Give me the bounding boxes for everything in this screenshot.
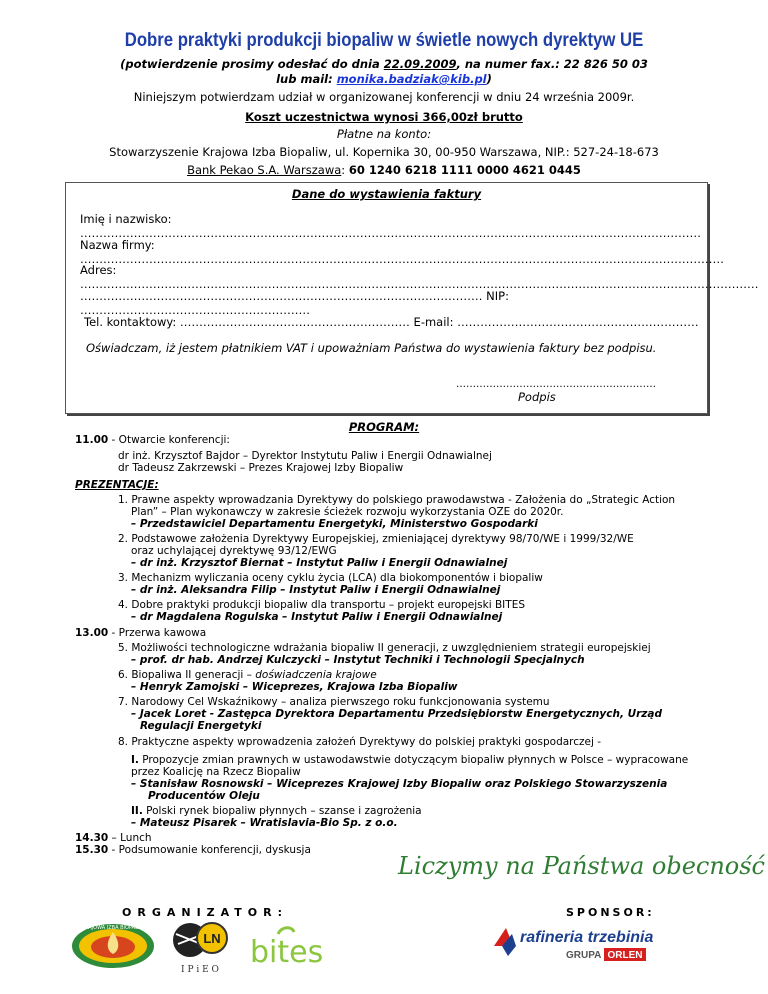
p2-title: 2. Podstawowe założenia Dyrektywy Europejskiej, zmieniającej dyrektywy 98/70/WE i 1999/32/WE — [118, 533, 634, 545]
bites-logo-leaf — [278, 928, 294, 934]
rafineria-logo-text: rafineria trzebinia — [520, 929, 654, 946]
bank-account: 60 1240 6218 1111 0000 4621 0445 — [348, 163, 581, 177]
bites-logo-text: bites — [250, 935, 324, 968]
opening-line — [75, 434, 230, 447]
p5-speaker: – prof. dr hab. Andrzej Kulczycki – Instytut Techniki i Technologii Specjalnych — [131, 654, 585, 666]
p1-title-cont: Plan” – Plan wykonawczy w zakresie ścieżek rozwoju wykorzystania OZE do 2020r. — [131, 506, 564, 518]
break-line — [75, 627, 206, 640]
p7-speaker-cont: Regulacji Energetyki — [140, 720, 262, 732]
confirm-text: (potwierdzenie prosimy odesłać do dnia — [120, 57, 384, 71]
p6-title-text: 6. Biopaliwa II generacji – — [118, 669, 256, 681]
company-field[interactable]: Nazwa firmy: …………………………………………………………………………………………………………………………………………………… — [80, 238, 724, 266]
lunch-time: 14.30 — [75, 832, 109, 844]
program-heading: PROGRAM: — [348, 420, 420, 434]
invoice-heading: Dane do wystawienia faktury — [291, 187, 482, 201]
bites-logo — [248, 924, 330, 968]
fax-text: , na numer fax.: 22 826 50 03 — [456, 57, 648, 71]
confirm-line — [0, 57, 768, 71]
p3-title: 3. Mechanizm wyliczania oceny cyklu życia (LCA) dla biokomponentów i biopaliw — [118, 572, 543, 584]
slogan: Liczymy na Państwa obecność — [398, 852, 765, 880]
p8-title: 8. Praktyczne aspekty wprowadzenia założeń Dyrektywy do polskiej praktyki gospodarczej - — [118, 736, 602, 748]
cost-text: Koszt uczestnictwa wynosi 366,00zł brutto — [245, 110, 523, 124]
p2-title-cont: oraz uchylającej dyrektywę 93/12/EWG — [131, 545, 337, 557]
p8-1-text: Propozycje zmian prawnych w ustawodawstwie dotyczącym biopaliw płynnych w Polsce – wypracowane — [138, 754, 689, 766]
p1-title: 1. Prawne aspekty wprowadzania Dyrektywy do polskiego prawodawstwa - Założenia do „Strategic Action — [118, 494, 676, 506]
break-time: 13.00 — [75, 627, 109, 639]
organizer-label: ORGANIZATOR: — [122, 906, 289, 919]
signature-label: Podpis — [518, 390, 556, 404]
bank-line — [0, 163, 768, 177]
break-label: - Przerwa kawowa — [108, 627, 207, 639]
kib-logo-text: KRAJOWA IZBA BIOPALIW — [81, 925, 145, 931]
bank-name: Bank Pekao S.A. Warszawa — [187, 163, 342, 177]
p8-2-text: Polski rynek biopaliw płynnych – szanse i zagrożenia — [142, 805, 422, 817]
p6-title-italic: doświadczenia krajowe — [255, 669, 377, 681]
summary-time: 15.30 — [75, 844, 109, 856]
p8-1-title-cont: przez Koalicję na Rzecz Biopaliw — [131, 766, 301, 778]
p8-1-number: I. — [131, 754, 139, 766]
vat-statement: Oświadczam, iż jestem płatnikiem VAT i upoważniam Państwa do wystawienia faktury bez podpisu. — [86, 341, 657, 355]
mail-suffix: ) — [486, 72, 492, 86]
p2-speaker: – dr inż. Krzysztof Biernat – Instytut Paliw i Energii Odnawialnej — [131, 557, 508, 569]
payable-text: Płatne na konto: — [336, 127, 432, 141]
p8-1-speaker: – Stanisław Rosnowski – Wiceprezes Krajowej Izby Biopaliw oraz Polskiego Stowarzyszenia — [131, 778, 668, 790]
p7-title: 7. Narodowy Cel Wskaźnikowy – analiza pierwszego roku funkcjonowania systemu — [118, 696, 550, 708]
sponsor-label: SPONSOR: — [566, 906, 655, 919]
opening-time: 11.00 — [75, 434, 109, 446]
summary-line — [75, 844, 311, 857]
grupa-text: GRUPA — [566, 950, 602, 961]
association-text: Stowarzyszenie Krajowa Izba Biopaliw, ul. Kopernika 30, 00-950 Warszawa, NIP.: 527-24-18-673 — [109, 145, 659, 159]
nip-field[interactable]: …………………………………………………………………………………………… NIP: …………………………………………………… — [80, 289, 509, 317]
signature-line[interactable]: …………………………………………………… — [456, 379, 656, 390]
ipieo-logo-text: I P i E O — [181, 965, 219, 975]
opening-label: - Otwarcie konferencji: — [108, 434, 230, 446]
confirm-date: 22.09.2009 — [383, 57, 457, 71]
p1-speaker: – Przedstawiciel Departamentu Energetyki, Ministerstwo Gospodarki — [131, 518, 538, 530]
address-field[interactable]: Adres: …………………………………………………………………………………………………………………………………………………………… — [80, 263, 759, 291]
p7-speaker: – Jacek Loret - Zastępca Dyrektora Departamentu Przedsiębiorstw Energetycznych, Urząd — [131, 708, 663, 720]
p8-2-speaker: – Mateusz Pisarek – Wratislavia-Bio Sp. z o.o. — [131, 817, 398, 829]
rafineria-logo — [490, 924, 690, 964]
p5-title: 5. Możliwości technologiczne wdrażania biopaliw II generacji, z uwzględnieniem strategii europejskiej — [118, 642, 651, 654]
orlen-text: ORLEN — [607, 950, 643, 961]
ipieo-logo-ln: LN — [203, 931, 221, 946]
summary-label: - Podsumowanie konferencji, dyskusja — [108, 844, 311, 856]
opening-speaker-2: dr Tadeusz Zakrzewski – Prezes Krajowej Izby Biopaliw — [118, 462, 404, 474]
email-link[interactable]: monika.badziak@kib.pl — [336, 72, 487, 86]
p4-speaker: – dr Magdalena Rogulska – Instytut Paliw i Energii Odnawialnej — [131, 611, 503, 623]
kib-logo — [70, 920, 156, 972]
ipieo-logo — [166, 918, 242, 976]
p8-1-speaker-cont: Producentów Oleju — [148, 790, 260, 802]
lunch-label: – Lunch — [108, 832, 152, 844]
name-field[interactable]: Imię i nazwisko: ……………………………………………………………………………………………………………………………………………… — [80, 212, 701, 240]
p3-speaker: – dr inż. Aleksandra Filip – Instytut Paliw i Energii Odnawialnej — [131, 584, 501, 596]
p8-2-number: II. — [131, 805, 143, 817]
p4-title: 4. Dobre praktyki produkcji biopaliw dla transportu – projekt europejski BITES — [118, 599, 525, 611]
bank-separator: : — [341, 163, 349, 177]
mail-line — [0, 72, 768, 86]
presentations-heading: PREZENTACJE: — [75, 479, 159, 491]
contact-field[interactable]: Tel. kontaktowy: …………………………………………………… E-mail: ……………………………………………………… — [84, 315, 699, 329]
document-title: Dobre praktyki produkcji biopaliw w świetle nowych dyrektyw UE — [124, 30, 644, 51]
p6-speaker: – Henryk Zamojski – Wiceprezes, Krajowa Izba Biopaliw — [131, 681, 458, 693]
opening-speaker-1: dr inż. Krzysztof Bajdor – Dyrektor Instytutu Paliw i Energii Odnawialnej — [118, 450, 492, 462]
invoice-box — [65, 182, 759, 414]
mail-prefix: lub mail: — [276, 72, 337, 86]
declaration-text: Niniejszym potwierdzam udział w organizowanej konferencji w dniu 24 września 2009r. — [133, 90, 635, 104]
